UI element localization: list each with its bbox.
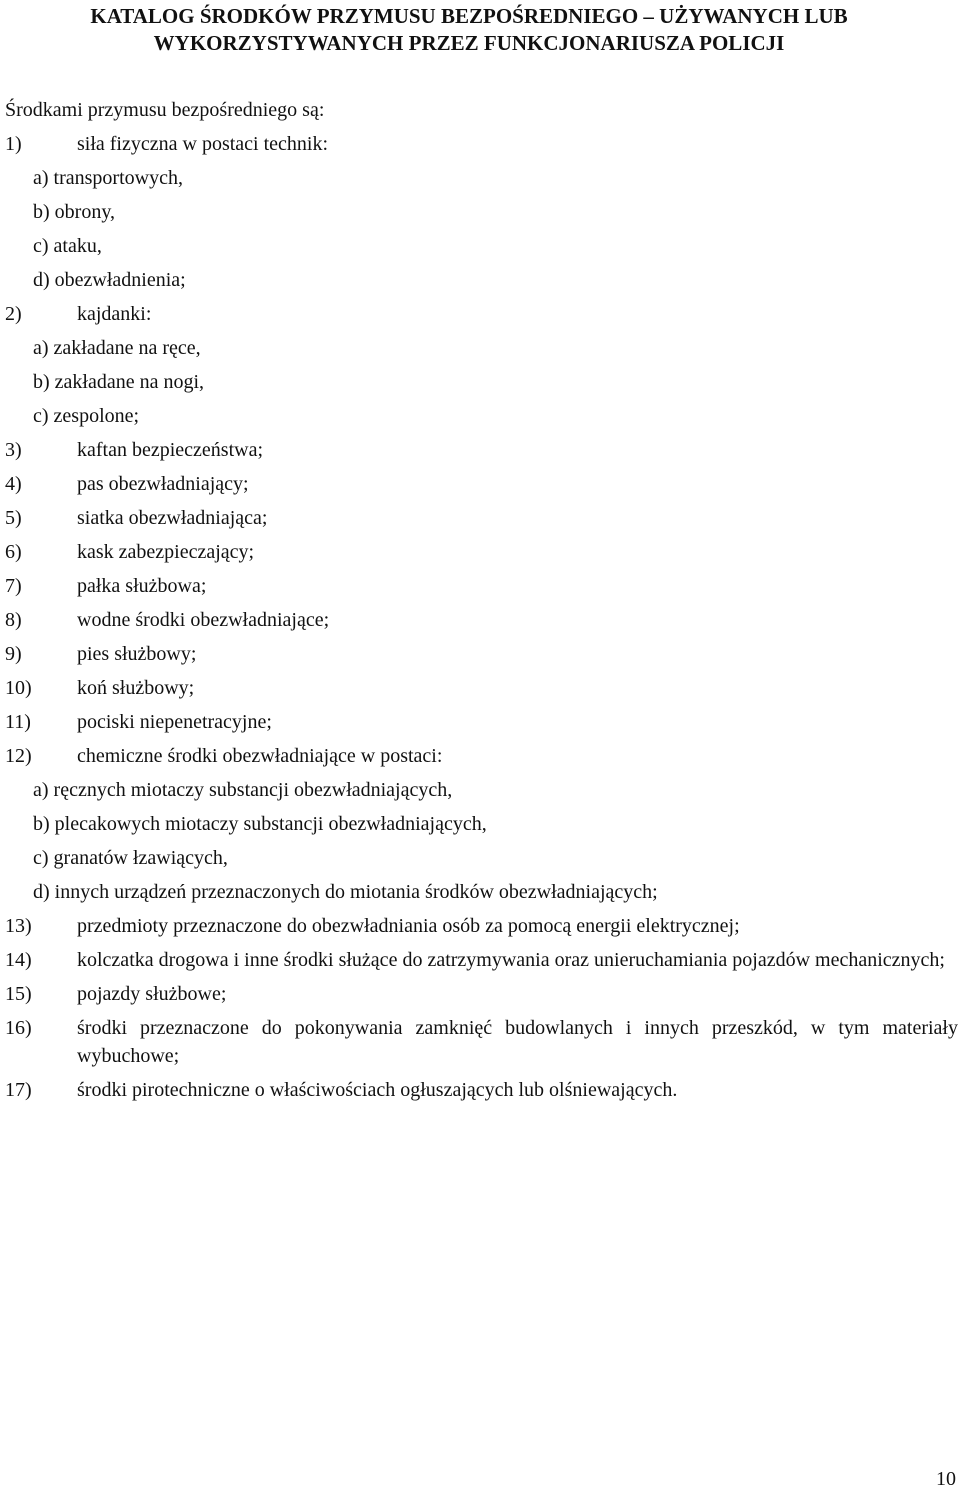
item-text: wodne środki obezwładniające;: [77, 609, 330, 631]
item-text: pałka służbowa;: [77, 575, 207, 597]
sub-item: a) zakładane na ręce,: [33, 337, 201, 359]
item-number: 11): [5, 711, 31, 733]
item-text: kolczatka drogowa i inne środki służące do zatrzymywania oraz unieruchamiania pojazdów mechanicznych;: [77, 949, 945, 971]
item-text: pies służbowy;: [77, 643, 197, 665]
list-item-13: [5, 912, 958, 940]
item-number: 3): [5, 439, 22, 461]
item-number: 15): [5, 983, 32, 1005]
item-text: chemiczne środki obezwładniające w postaci:: [77, 745, 443, 767]
item-text: siła fizyczna w postaci technik:: [77, 133, 329, 155]
sub-item: d) obezwładnienia;: [33, 269, 186, 291]
item-text: pas obezwładniający;: [77, 473, 249, 495]
item-text: pojazdy służbowe;: [77, 983, 227, 1005]
list-item-9: [5, 640, 958, 668]
sub-item: b) zakładane na nogi,: [33, 371, 205, 393]
list-item-10: [5, 674, 958, 702]
document-title: [0, 3, 960, 57]
item-number: 5): [5, 507, 22, 529]
item-text: kajdanki:: [77, 303, 152, 325]
item-number: 6): [5, 541, 22, 563]
sub-item: c) granatów łzawiących,: [33, 847, 228, 869]
sub-item: c) ataku,: [33, 235, 102, 257]
list-item-16: [5, 1014, 958, 1070]
item-text: przedmioty przeznaczone do obezwładniania osób za pomocą energii elektrycznej;: [77, 915, 740, 937]
sub-item: c) zespolone;: [33, 405, 140, 427]
item-text: koń służbowy;: [77, 677, 195, 699]
item-number: 1): [5, 133, 22, 155]
intro-text: Środkami przymusu bezpośredniego są:: [5, 99, 325, 121]
sub-item: b) obrony,: [33, 201, 116, 223]
item-number: 16): [5, 1017, 32, 1039]
list-item-5: [5, 504, 958, 532]
title-line-2: WYKORZYSTYWANYCH PRZEZ FUNKCJONARIUSZA POLICJI: [153, 31, 785, 55]
item-text: środki przeznaczone do pokonywania zamknięć budowlanych i innych przeszkód, w tym materiały wybuchowe;: [77, 1017, 958, 1067]
list-item-7: [5, 572, 958, 600]
list-item-15: [5, 980, 958, 1008]
item-number: 7): [5, 575, 22, 597]
list-item-4: [5, 470, 958, 498]
sub-item: d) innych urządzeń przeznaczonych do miotania środków obezwładniających;: [33, 881, 658, 903]
sub-item: a) ręcznych miotaczy substancji obezwładniających,: [33, 779, 453, 801]
list-item-12: [5, 742, 958, 770]
item-number: 4): [5, 473, 22, 495]
item-text: kask zabezpieczający;: [77, 541, 255, 563]
list-item-17: [5, 1076, 958, 1104]
item-text: kaftan bezpieczeństwa;: [77, 439, 264, 461]
item-number: 14): [5, 949, 32, 971]
item-number: 2): [5, 303, 22, 325]
item-number: 9): [5, 643, 22, 665]
item-number: 17): [5, 1079, 32, 1101]
item-text: środki pirotechniczne o właściwościach ogłuszających lub olśniewających.: [77, 1079, 678, 1101]
list-item-8: [5, 606, 958, 634]
list-item-6: [5, 538, 958, 566]
sub-item: b) plecakowych miotaczy substancji obezwładniających,: [33, 813, 487, 835]
list-item-14: [5, 946, 958, 974]
item-text: pociski niepenetracyjne;: [77, 711, 272, 733]
item-number: 12): [5, 745, 32, 767]
item-number: 8): [5, 609, 22, 631]
item-number: 13): [5, 915, 32, 937]
item-number: 10): [5, 677, 32, 699]
list-item-2: [5, 300, 958, 328]
item-text: siatka obezwładniająca;: [77, 507, 268, 529]
list-item-3: [5, 436, 958, 464]
list-item-11: [5, 708, 958, 736]
title-line-1: KATALOG ŚRODKÓW PRZYMUSU BEZPOŚREDNIEGO – UŻYWANYCH LUB: [90, 4, 848, 28]
page-number: 10: [936, 1468, 956, 1490]
list-item-1: [5, 130, 958, 158]
sub-item: a) transportowych,: [33, 167, 183, 189]
measures-list: [5, 130, 958, 1110]
